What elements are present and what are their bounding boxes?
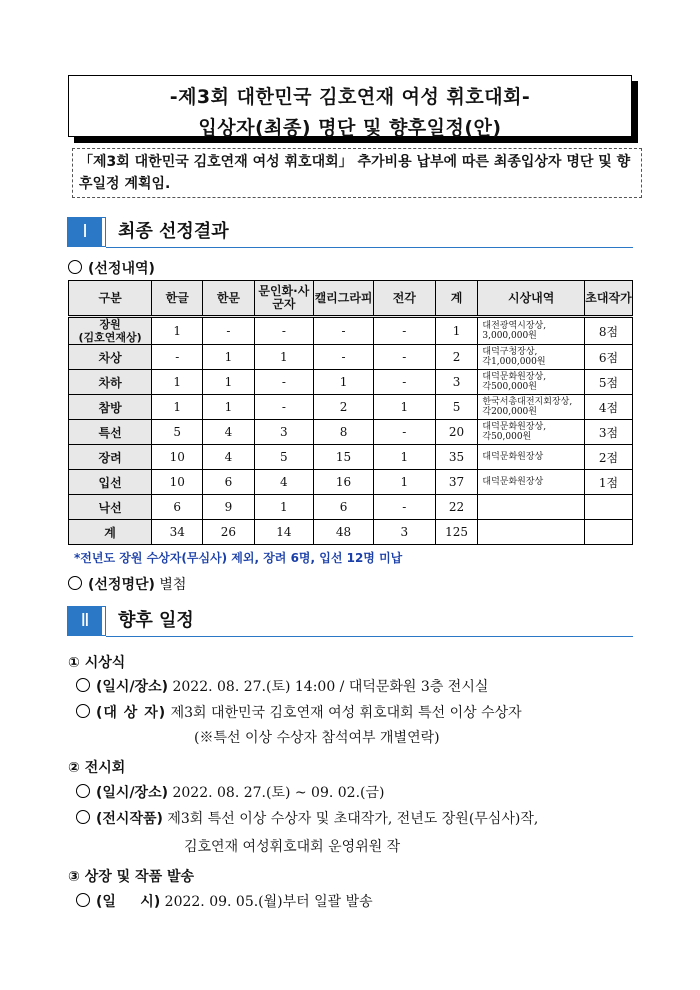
section-2-underline: [106, 636, 633, 637]
schedule-2-item-1: [76, 782, 384, 802]
schedule-value: 제3회 특선 이상 수상자 및 초대작가, 전년도 장원(무심사)작,: [167, 811, 539, 827]
table-cell: -: [314, 345, 374, 370]
table-cell: -: [373, 317, 435, 345]
table-cell: 1: [373, 470, 435, 495]
prize-cell: [478, 520, 585, 545]
invite-cell: [584, 495, 632, 520]
table-cell: -: [254, 370, 314, 395]
table-cell: 48: [314, 520, 374, 545]
circle-bullet-icon: [76, 893, 90, 907]
table-cell: 20: [435, 420, 478, 445]
table-cell: -: [373, 370, 435, 395]
section-2-number: Ⅱ: [68, 607, 105, 635]
table-cell: -: [203, 317, 254, 345]
invite-cell: 2점: [584, 445, 632, 470]
table-cell: 1: [203, 370, 254, 395]
schedule-3-head: ③ 상장 및 작품 발송: [68, 869, 195, 885]
table-cell: 2: [435, 345, 478, 370]
row-category: 차하: [69, 370, 152, 395]
section-1-header: [68, 218, 633, 248]
table-header-row: [69, 281, 633, 317]
selection-list-label: (선정명단): [88, 577, 155, 593]
table-cell: 15: [314, 445, 374, 470]
schedule-label: (일시/장소): [96, 679, 169, 695]
circle-bullet-icon: [76, 678, 90, 692]
table-header-cell: 계: [435, 281, 478, 317]
section-1-underline: [106, 247, 633, 248]
table-cell: 125: [435, 520, 478, 545]
table-header-cell: 구분: [69, 281, 152, 317]
table-header-cell: 초대작가: [584, 281, 632, 317]
row-category: 낙선: [69, 495, 152, 520]
table-cell: 3: [435, 370, 478, 395]
table-header-cell: 한문: [203, 281, 254, 317]
row-category: 장려: [69, 445, 152, 470]
table-cell: 4: [254, 470, 314, 495]
schedule-value: 제3회 대한민국 김호연재 여성 휘호대회 특선 이상 수상자: [170, 705, 522, 721]
invite-cell: 5점: [584, 370, 632, 395]
schedule-extra: (※특선 이상 수상자 참석여부 개별연락): [194, 730, 440, 746]
table-cell: 37: [435, 470, 478, 495]
table-header-cell: 시상내역: [478, 281, 585, 317]
invite-cell: 3점: [584, 420, 632, 445]
section-1-title: 최종 선정결과: [118, 221, 229, 242]
schedule-value: 2022. 08. 27.(토) ~ 09. 02.(금): [172, 785, 385, 801]
results-table: [68, 280, 633, 545]
table-cell: 10: [152, 470, 203, 495]
table-cell: 1: [152, 370, 203, 395]
schedule-label: (일시/장소): [96, 785, 169, 801]
row-category: 장원 (김호연재상): [69, 317, 152, 345]
table-cell: 1: [152, 395, 203, 420]
selection-detail-label: (선정내역): [88, 261, 155, 277]
prize-cell: 대덕구청장상, 각1,000,000원: [478, 345, 585, 370]
invite-cell: 1점: [584, 470, 632, 495]
row-category: 특선: [69, 420, 152, 445]
prize-cell: 대덕문화원장상: [478, 445, 585, 470]
table-header-cell: 문인화·사군자: [254, 281, 314, 317]
section-1-number: Ⅰ: [68, 218, 105, 246]
invite-cell: 8점: [584, 317, 632, 345]
schedule-label: (대 상 자): [96, 705, 167, 721]
prize-cell: 대덕문화원장상, 각50,000원: [478, 420, 585, 445]
table-cell: -: [254, 395, 314, 420]
section-2-title: 향후 일정: [118, 610, 194, 631]
table-row: [69, 317, 633, 345]
table-cell: 14: [254, 520, 314, 545]
table-cell: 16: [314, 470, 374, 495]
table-row: [69, 420, 633, 445]
table-cell: 3: [373, 520, 435, 545]
table-cell: 1: [373, 445, 435, 470]
table-header-cell: 전각: [373, 281, 435, 317]
prize-cell: [478, 495, 585, 520]
summary-box: 「제3회 대한민국 김호연재 여성 휘호대회」 추가비용 납부에 따른 최종입상자 명단 및 향후일정 계획임.: [72, 148, 642, 198]
schedule-label: (일 시): [96, 894, 161, 910]
table-cell: 1: [254, 345, 314, 370]
title-line2: 입상자(최종) 명단 및 향후일정(안): [198, 117, 502, 139]
schedule-2-head: ② 전시회: [68, 760, 126, 776]
table-cell: 5: [152, 420, 203, 445]
row-category: 차상: [69, 345, 152, 370]
table-row: [69, 470, 633, 495]
table-cell: -: [314, 317, 374, 345]
table-cell: 26: [203, 520, 254, 545]
prize-cell: 한국서총대전지회장상, 각200,000원: [478, 395, 585, 420]
table-row: [69, 395, 633, 420]
table-cell: 3: [254, 420, 314, 445]
table-cell: 1: [203, 345, 254, 370]
row-category: 입선: [69, 470, 152, 495]
table-cell: 22: [435, 495, 478, 520]
schedule-2-extra: [184, 836, 400, 856]
selection-detail-heading: [68, 258, 155, 278]
table-cell: 5: [435, 395, 478, 420]
circle-bullet-icon: [68, 576, 82, 590]
table-cell: 6: [152, 495, 203, 520]
table-cell: -: [152, 345, 203, 370]
schedule-label: (전시작품): [96, 811, 163, 827]
table-cell: -: [254, 317, 314, 345]
row-category: 참방: [69, 395, 152, 420]
prize-cell: 대덕문화원장상, 각500,000원: [478, 370, 585, 395]
table-cell: 1: [373, 395, 435, 420]
table-cell: 1: [254, 495, 314, 520]
table-cell: -: [373, 495, 435, 520]
invite-cell: [584, 520, 632, 545]
row-category: 계: [69, 520, 152, 545]
title-line1: -제3회 대한민국 김호연재 여성 휘호대회-: [169, 86, 531, 108]
table-cell: 4: [203, 420, 254, 445]
schedule-extra: 김호연재 여성휘호대회 운영위원 작: [184, 839, 401, 855]
schedule-2-item-2: [76, 808, 538, 828]
table-cell: 6: [203, 470, 254, 495]
circle-bullet-icon: [76, 810, 90, 824]
schedule-1-item-1: [76, 676, 488, 696]
table-row: [69, 520, 633, 545]
prize-cell: 대전광역시장상, 3,000,000원: [478, 317, 585, 345]
selection-list-line: [68, 574, 186, 594]
table-cell: 9: [203, 495, 254, 520]
table-cell: 34: [152, 520, 203, 545]
table-header-cell: 캘리그라피: [314, 281, 374, 317]
table-row: [69, 370, 633, 395]
table-row: [69, 345, 633, 370]
schedule-1-item-2: [76, 702, 522, 722]
table-row: [69, 495, 633, 520]
section-2-header: [68, 607, 633, 637]
schedule-1-extra: [194, 727, 440, 747]
schedule-value: 2022. 08. 27.(토) 14:00 / 대덕문화원 3층 전시실: [172, 679, 489, 695]
table-cell: 5: [254, 445, 314, 470]
circle-bullet-icon: [68, 260, 82, 274]
circle-bullet-icon: [76, 784, 90, 798]
prize-cell: 대덕문화원장상: [478, 470, 585, 495]
table-cell: 1: [314, 370, 374, 395]
schedule-value: 2022. 09. 05.(월)부터 일괄 발송: [164, 894, 373, 910]
selection-list-value: 별첨: [159, 577, 187, 593]
table-cell: 1: [203, 395, 254, 420]
table-cell: 1: [435, 317, 478, 345]
table-cell: 8: [314, 420, 374, 445]
schedule-1-head: ① 시상식: [68, 655, 126, 671]
table-cell: -: [373, 420, 435, 445]
invite-cell: 6점: [584, 345, 632, 370]
table-cell: 6: [314, 495, 374, 520]
table-note: *전년도 장원 수상자(무심사) 제외, 장려 6명, 입선 12명 미납: [74, 551, 403, 565]
schedule-3-item-1: [76, 891, 373, 911]
table-cell: 2: [314, 395, 374, 420]
table-header-cell: 한글: [152, 281, 203, 317]
title-box: [68, 75, 632, 137]
circle-bullet-icon: [76, 704, 90, 718]
table-cell: 4: [203, 445, 254, 470]
table-cell: 1: [152, 317, 203, 345]
invite-cell: 4점: [584, 395, 632, 420]
table-cell: -: [373, 345, 435, 370]
table-cell: 35: [435, 445, 478, 470]
table-row: [69, 445, 633, 470]
table-cell: 10: [152, 445, 203, 470]
